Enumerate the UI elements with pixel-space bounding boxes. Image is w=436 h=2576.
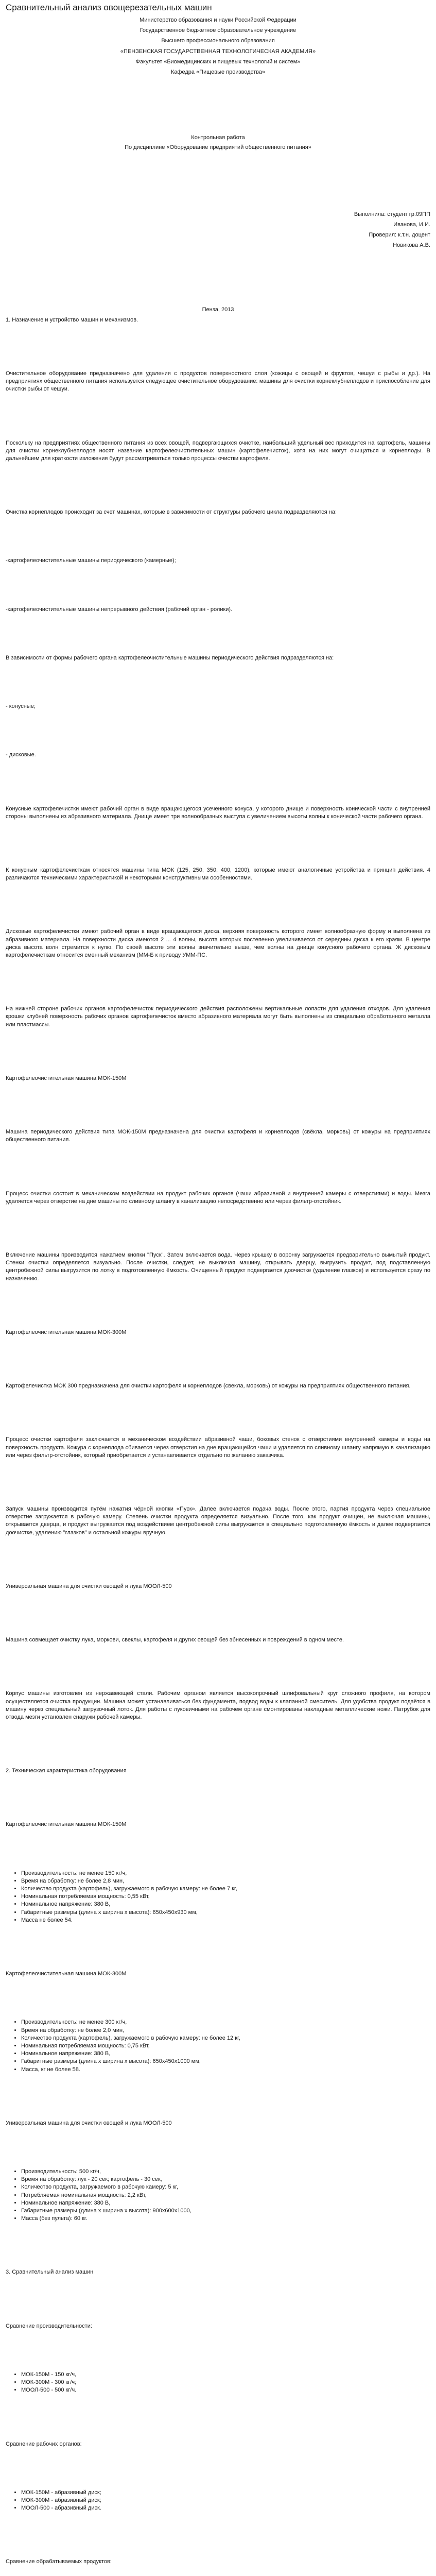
paragraph: 1. Назначение и устройство машин и механизмов. [6, 316, 138, 323]
paragraph: Процесс очистки состоит в механическом воздействии на продукт рабочих органов (чаши абразивной и внутренней камеры с отверстиями) и воды. Мезга удаляется через отверстие на дне машины по сливному шлангу в канализацию непосредственно или через фильтр-отстойник. [6, 1190, 430, 1205]
signature-line: Иванова, И.И. [393, 221, 430, 228]
spec-list [6, 2371, 430, 2395]
spec-list-item: • Производительность: не менее 300 кг/ч, [21, 2019, 430, 2026]
spec-list-item: • Потребляемая номинальная мощность: 2,2 кВт, [21, 2192, 430, 2199]
spec-list-item: • Количество продукта (картофель), загружаемого в рабочую камеру: не более 7 кг, [21, 1885, 430, 1893]
paragraph: 3. Сравнительный анализ машин [6, 2269, 94, 2276]
spec-list-item: • Масса (без пульта): 60 кг. [21, 2215, 430, 2223]
paragraph: Картофелеочистительная машина МОК-300М [6, 1971, 127, 1977]
paragraph: Универсальная машина для очистки овощей и лука МООЛ-500 [6, 2120, 172, 2126]
document-content [6, 316, 430, 2576]
spec-list-item: • Время на обработку: лук - 20 сек; картофель - 30 сек, [21, 2176, 430, 2183]
header-line: Факультет «Биомедицинских и пищевых технологий и систем» [135, 58, 301, 65]
document-body [6, 0, 430, 2576]
spec-list-item: • МОК-150М - 150 кг/ч, [21, 2371, 430, 2379]
work-subject: По дисциплине «Оборудование предприятий общественного питания» [125, 144, 311, 151]
paragraph: -картофелеочистительные машины периодического (камерные); [6, 557, 176, 564]
paragraph: Картофелеочистительная машина МОК-150М [6, 1821, 127, 1828]
paragraph: Универсальная машина для очистки овощей и лука МООЛ-500 [6, 1583, 172, 1589]
spec-list-item: • Производительность: 500 кг/ч, [21, 2168, 430, 2176]
signature-line: Проверил: к.т.н. доцент [369, 232, 430, 239]
spec-list-item: • Масса не более 54. [21, 1917, 430, 1924]
paragraph: - конусные; [6, 703, 36, 710]
spec-list [6, 2019, 430, 2073]
spec-list-item: • МОК-300М - 300 кг/ч; [21, 2379, 430, 2386]
spec-list [6, 1870, 430, 1924]
signature-block [6, 211, 430, 250]
paragraph: Очистка корнеплодов происходит за счет машинах, которые в зависимости от структуры рабочего цикла подразделяются на: [6, 509, 337, 516]
city-year: Пенза, 2013 [202, 307, 234, 313]
spec-list-item: • Номинальная потребляемая мощность: 0,55 кВт, [21, 1893, 430, 1901]
spec-list-item: • Время на обработку: не более 2,8 мин, [21, 1877, 430, 1885]
title-page [6, 16, 430, 314]
paragraph: Запуск машины производится путём нажатия чёрной кнопки «Пуск». Далее включается подача воды. После этого, партия продукта через специальное отверстие загружается в рабочую камеру. Степень очистки продукта определяется визуально. После того, как продукт очищен, не выключая машины, открывается дверца, и продукт выгружается под воздействием центробежной силы выгружается в специально подготовленную ёмкость и далее подвергается доочистке, удалению "глазков" и остальной кожуры вручную. [6, 1505, 430, 1536]
signature-line: Новикова А.В. [393, 242, 430, 249]
spec-list-item: • Габаритные размеры (длина х ширина х высота): 650x450x1000 мм, [21, 2058, 430, 2065]
paragraph: 2. Техническая характеристика оборудования [6, 1768, 127, 1774]
spec-list-item: • МООЛ-500 - абразивный диск. [21, 2504, 430, 2512]
spec-list-item: • МООЛ-500 - 500 кг/ч. [21, 2386, 430, 2394]
paragraph: В зависимости от формы рабочего органа картофелеочистительные машины периодического действия подразделяются на: [6, 654, 334, 661]
spec-list-item: • Масса, кг не более 58. [21, 2066, 430, 2074]
spec-list-item: • Время на обработку: не более 2,0 мин, [21, 2027, 430, 2035]
spec-list-item: • Номинальное напряжение: 380 В, [21, 2199, 430, 2207]
signature-line: Выполнила: студент гр.09ПП [354, 211, 430, 217]
paragraph: Картофелеочистительная машина МОК-300М [6, 1329, 127, 1335]
paragraph: Картофелечистка МОК 300 предназначена для очистки картофеля и корнеплодов (свекла, морковь) от кожуры на предприятиях общественного питания. [6, 1383, 411, 1389]
spec-list-item: • Габаритные размеры (длина х ширина х высота): 650x450x930 мм, [21, 1909, 430, 1917]
header-line: Министерство образования и науки Российской Федерации [139, 17, 297, 23]
spec-list-item: • Производительность: не менее 150 кг/ч, [21, 1870, 430, 1877]
paragraph: Машина совмещает очистку лука, моркови, свеклы, картофеля и других овощей без эбнесенных и повреждений в одном месте. [6, 1637, 344, 1643]
header-line: Кафедра «Пищевые производства» [170, 69, 266, 76]
paragraph: -картофелеочистительные машины непрерывного действия (рабочий орган - ролики). [6, 606, 233, 613]
spec-list-item: • МОК-150М - абразивный диск; [21, 2489, 430, 2497]
paragraph: Картофелеочистительная машина МОК-150М [6, 1075, 127, 1081]
spec-list-item: • МОК-300М - абразивный диск; [21, 2497, 430, 2504]
document-title: Сравнительный анализ овощерезательных машин [6, 3, 212, 12]
header-line: Высшего профессионального образования [161, 38, 275, 44]
paragraph: Сравнение обрабатываемых продуктов: [6, 2558, 112, 2565]
spec-list [6, 2168, 430, 2223]
header-line: «ПЕНЗЕНСКАЯ ГОСУДАРСТВЕННАЯ ТЕХНОЛОГИЧЕСКАЯ АКАДЕМИЯ» [120, 48, 316, 55]
spec-list-item: • Количество продукта, загружаемого в рабочую камеру: 5 кг, [21, 2183, 430, 2191]
header-line: Государственное бюджетное образовательное учреждение [139, 27, 297, 34]
spec-list [6, 2489, 430, 2513]
paragraph: Корпус машины изготовлен из нержавеющей стали. Рабочим органом является высокопрочный шлифовальный круг сложного профиля, на котором осуществляется очистка продукции. Машина может устанавливаться без фундамента, подвод воды к клапанной смеситель. Для удобства продукт подаётся в машину через специальный загрузочный лоток. Для работы с луковичными на рабочем органе смонтированы накладные металлические ножи. Патрубок для отвода мезги установлен снаружи рабочей камеры. [6, 1690, 430, 1720]
work-title: Контрольная работа [191, 134, 245, 141]
spec-list-item: • Количество продукта (картофель), загружаемого в рабочую камеру: не более 12 кг, [21, 2035, 430, 2042]
paragraph: Дисковые картофелечистки имеют рабочий орган в виде вращающегося диска, верхняя поверхность которого имеет волнообразную форму и выполнена из абразивного материала. На поверхности диска имеются 2 ... 4 волны, высота которых постепенно увеличивается от середины диска к его краям. В центре диска высота волн стремится к нулю. По своей высоте эти волны значительно выше, чем волны на днище конусного рабочего органа. Ж дисковым картофелечисткам относится сменный механизм (ММ-Б к приводу УММ-ПС. [6, 928, 430, 959]
paragraph: Очистительное оборудование предназначено для удаления с продуктов поверхностного слоя (кожицы с овощей и фруктов, чешуи с рыбы и др.). На предприятиях общественного питания используется следующее очистительное оборудование: машины для очистки корнеклубнеплодов и приспособление для очистки рыбы от чешуи. [6, 370, 430, 393]
paragraph: Машина периодического действия типа МОК-150М предназначена для очистки картофеля и корнеплодов (свёкла, морковь) от кожуры на предприятиях общественного питания. [6, 1129, 430, 1143]
spec-list-item: • Номинальное напряжение: 380 В, [21, 1901, 430, 1908]
paragraph: Сравнение производительности: [6, 2323, 92, 2329]
spec-list-item: • Номинальное напряжение: 380 В, [21, 2050, 430, 2058]
paragraph: - дисковые. [6, 752, 36, 758]
paragraph: К конусным картофелечисткам относятся машины типа МОК (125, 250, 350, 400, 1200), которые имеют аналогичные устройства и принцип действия. 4 различаются техническими характеристикой и некоторыми конструктивными особенностями. [6, 867, 430, 882]
paragraph: На нижней стороне рабочих органов картофелечисток периодического действия расположены вертикальные лопасти для удаления отходов. Для удаления крошки клубней поверхность рабочих органов картофелечисток вместо абразивного материала могут быть выполнены из специально обработанного металла или пластмассы. [6, 1006, 430, 1028]
paragraph: Поскольку на предприятиях общественного питания из всех овощей, подвергающихся очистке, наибольший удельный вес приходится на картофель, машины для очистки корнеклубнеплодов носят название картофелеочистительных машин (картофелечисток), хотя на них могут очищаться и корнеплоды. В дальнейшем для краткости изложения будут рассматриваться только процессы очистки картофеля. [6, 439, 430, 462]
spec-list-item: • Номинальная потребляемая мощность: 0,75 кВт, [21, 2042, 430, 2050]
paragraph: Сравнение рабочих органов: [6, 2441, 82, 2447]
paragraph: Включение машины производится нажатием кнопки "Пуск". Затем включается вода. Через крышку в воронку загружается предварительно вымытый продукт. Стенки очистки определяется визуально. После очистки, следует, не выключая машину, открывать дверцу, выгрузить продукт, под подставленную центробежной силы выгрузится по лотку в подготовленную ёмкость. Очищенный продукт подвергается доочистке (удаление глазков) и используется сразу по назначению. [6, 1252, 430, 1282]
paragraph: Процесс очистки картофеля заключается в механическом воздействии абразивной чаши, боковых стенок с отверстиями внутренней камеры и воды на поверхность продукта. Кожура с корнеплода сбивается через отверстия на дне вращающейся чаши и удаляется по сливному шлангу напрямую в канализацию или через фильтр-отстойник, который приобретается и устанавливается отдельно по желанию заказчика. [6, 1436, 430, 1459]
paragraph: Конусные картофелечистки имеют рабочий орган в виде вращающегося усеченного конуса, у которого днище и поверхность конической части с внутренней стороны выполнены из абразивного материала. Днище имеет три волнообразных выступа с увеличением высоты волны к конической части рабочего органа. [6, 805, 430, 820]
spec-list-item: • Габаритные размеры (длина х ширина х высота): 900x600x1000, [21, 2207, 430, 2215]
